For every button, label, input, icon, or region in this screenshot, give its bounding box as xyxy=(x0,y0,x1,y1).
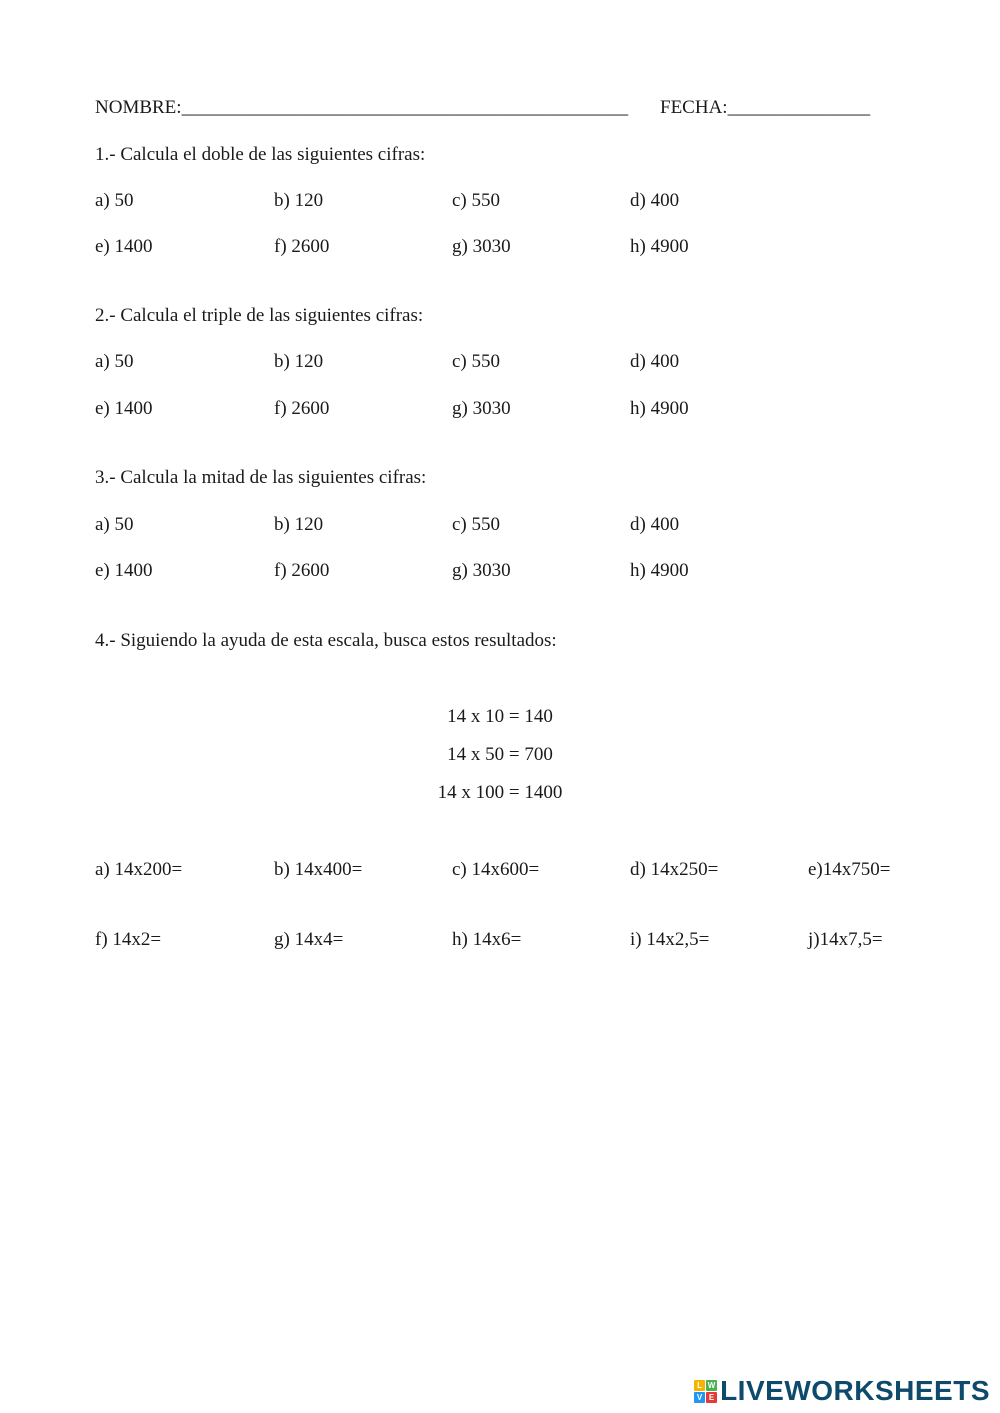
exercise-item: a) 50 xyxy=(95,190,134,211)
exercise-item: e)14x750= xyxy=(808,859,891,880)
exercise-item: d) 400 xyxy=(630,190,680,211)
section-1-title: 1.- Calcula el doble de las siguientes cifras: xyxy=(95,144,426,165)
logo-text: LIVEWORKSHEETS xyxy=(720,1375,990,1406)
exercise-item: d) 400 xyxy=(630,514,680,535)
section-3-title: 3.- Calcula la mitad de las siguientes cifras: xyxy=(95,467,427,488)
exercise-item: b) 120 xyxy=(274,351,324,372)
logo-square: L xyxy=(694,1380,705,1391)
exercise-item: a) 50 xyxy=(95,514,134,535)
section-4-title: 4.- Siguiendo la ayuda de esta escala, busca estos resultados: xyxy=(95,630,557,651)
exercise-item: f) 2600 xyxy=(274,398,330,419)
exercise-item: g) 14x4= xyxy=(274,929,344,950)
exercise-item: g) 3030 xyxy=(452,560,511,581)
scale-line: 14 x 50 = 700 xyxy=(447,744,553,765)
exercise-item: j)14x7,5= xyxy=(808,929,883,950)
exercise-item: h) 4900 xyxy=(630,560,689,581)
exercise-item: b) 14x400= xyxy=(274,859,363,880)
exercise-item: i) 14x2,5= xyxy=(630,929,710,950)
exercise-item: e) 1400 xyxy=(95,236,153,257)
exercise-item: g) 3030 xyxy=(452,236,511,257)
exercise-item: h) 4900 xyxy=(630,236,689,257)
liveworksheets-icon xyxy=(694,1380,717,1403)
exercise-item: g) 3030 xyxy=(452,398,511,419)
exercise-item: f) 14x2= xyxy=(95,929,162,950)
exercise-item: a) 50 xyxy=(95,351,134,372)
exercise-item: f) 2600 xyxy=(274,236,330,257)
exercise-item: h) 4900 xyxy=(630,398,689,419)
exercise-item: b) 120 xyxy=(274,514,324,535)
scale-line: 14 x 10 = 140 xyxy=(447,706,553,727)
exercise-item: d) 400 xyxy=(630,351,680,372)
exercise-item: b) 120 xyxy=(274,190,324,211)
name-field-label: NOMBRE:_______________________________________________ xyxy=(95,97,629,118)
exercise-item: e) 1400 xyxy=(95,398,153,419)
exercise-item: c) 14x600= xyxy=(452,859,540,880)
exercise-item: e) 1400 xyxy=(95,560,153,581)
exercise-item: h) 14x6= xyxy=(452,929,522,950)
exercise-item: f) 2600 xyxy=(274,560,330,581)
date-field-label: FECHA:_______________ xyxy=(660,97,871,118)
exercise-item: d) 14x250= xyxy=(630,859,719,880)
scale-line: 14 x 100 = 1400 xyxy=(437,782,563,803)
logo-square: E xyxy=(706,1392,717,1403)
exercise-item: c) 550 xyxy=(452,514,501,535)
logo-square: W xyxy=(707,1380,716,1390)
exercise-item: a) 14x200= xyxy=(95,859,183,880)
section-2-title: 2.- Calcula el triple de las siguientes cifras: xyxy=(95,305,424,326)
liveworksheets-logo xyxy=(694,1377,990,1405)
exercise-item: c) 550 xyxy=(452,190,501,211)
exercise-item: c) 550 xyxy=(452,351,501,372)
logo-square: V xyxy=(694,1392,705,1403)
